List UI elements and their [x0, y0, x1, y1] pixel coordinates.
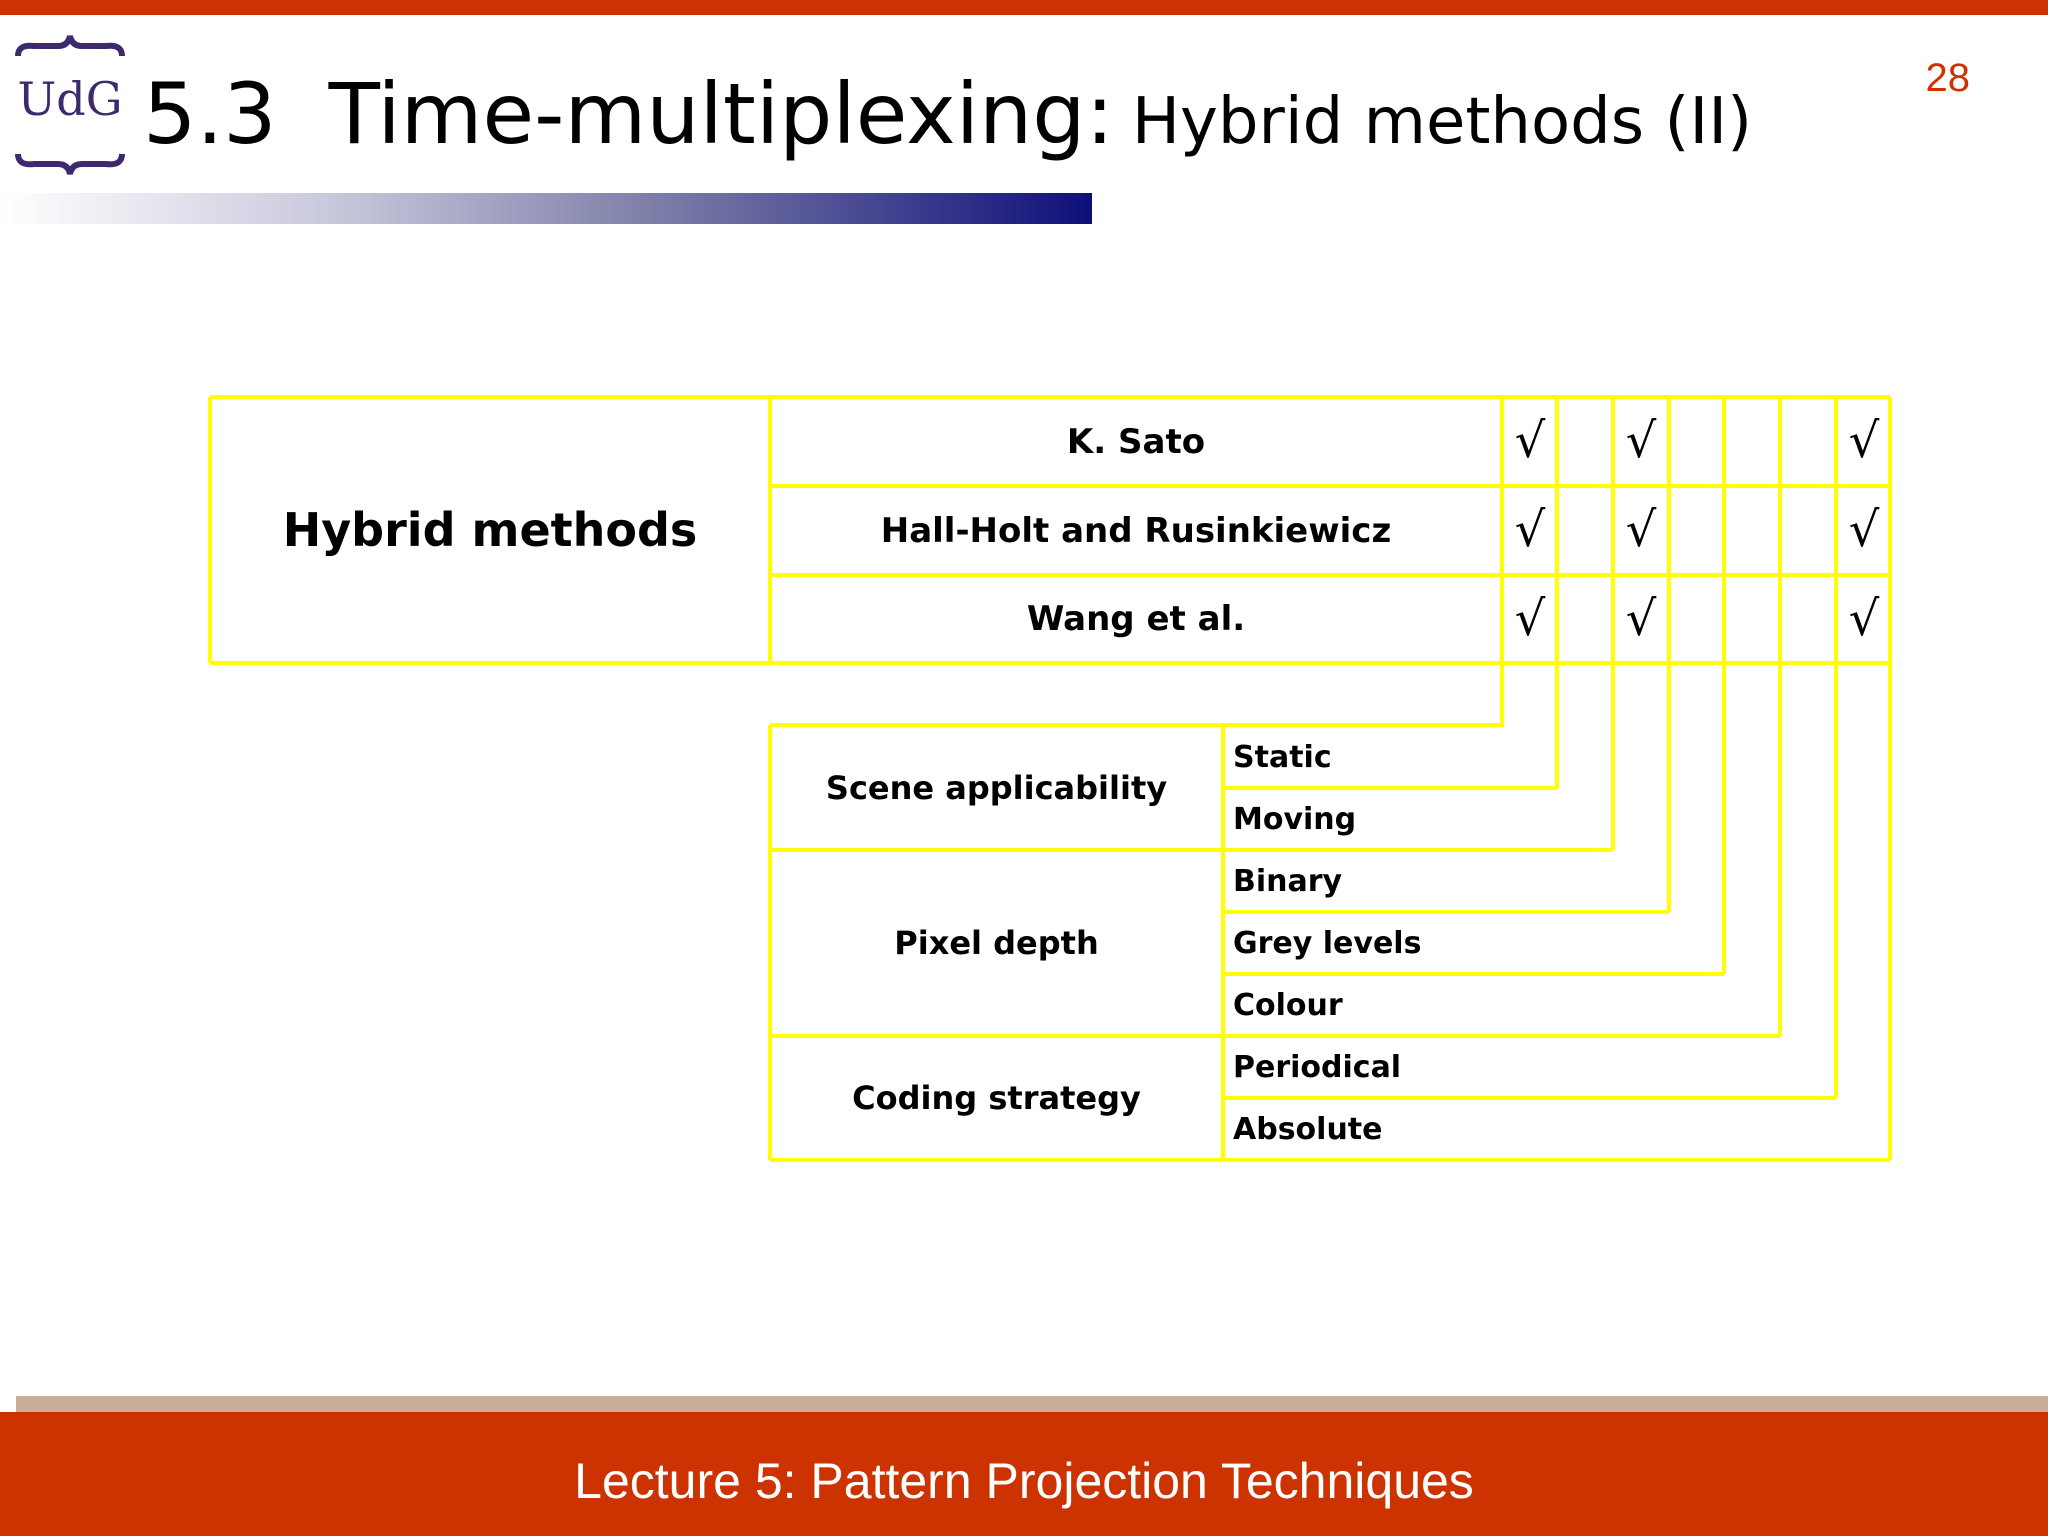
category-label: Coding strategy: [852, 1079, 1141, 1117]
checkmark-icon: √: [1848, 591, 1880, 647]
footer-bar: [0, 1412, 2048, 1536]
title-subtitle: Hybrid methods (II): [1131, 85, 1753, 159]
footer-lecture-title: Lecture 5: Pattern Projection Techniques: [574, 1453, 1474, 1509]
checkmark-icon: √: [1514, 502, 1546, 558]
category-label: Pixel depth: [894, 924, 1099, 962]
section-number: 5.3: [143, 65, 277, 163]
page-number: 28: [1925, 56, 1970, 100]
checkmark-icon: √: [1625, 413, 1657, 469]
method-name: K. Sato: [1066, 421, 1206, 462]
title-main: Time-multiplexing:: [328, 65, 1114, 163]
option-label: Periodical: [1233, 1049, 1402, 1085]
checkmark-icon: √: [1625, 591, 1657, 647]
checkmark-icon: √: [1625, 502, 1657, 558]
checkmark-icon: √: [1514, 591, 1546, 647]
option-label: Static: [1233, 739, 1332, 775]
category-label: Scene applicability: [825, 769, 1168, 807]
method-name: Hall-Holt and Rusinkiewicz: [880, 510, 1392, 551]
option-label: Colour: [1233, 987, 1343, 1023]
footer-stripe: [16, 1396, 2048, 1412]
hybrid-methods-label: Hybrid methods: [282, 503, 698, 557]
option-label: Grey levels: [1233, 925, 1422, 961]
option-label: Moving: [1233, 801, 1357, 837]
checkmark-icon: √: [1848, 413, 1880, 469]
option-label: Binary: [1233, 863, 1343, 899]
method-name: Wang et al.: [1026, 599, 1246, 639]
checkmark-icon: √: [1848, 502, 1880, 558]
logo-text: UdG: [17, 72, 123, 126]
checkmark-icon: √: [1514, 413, 1546, 469]
option-label: Absolute: [1233, 1111, 1383, 1147]
